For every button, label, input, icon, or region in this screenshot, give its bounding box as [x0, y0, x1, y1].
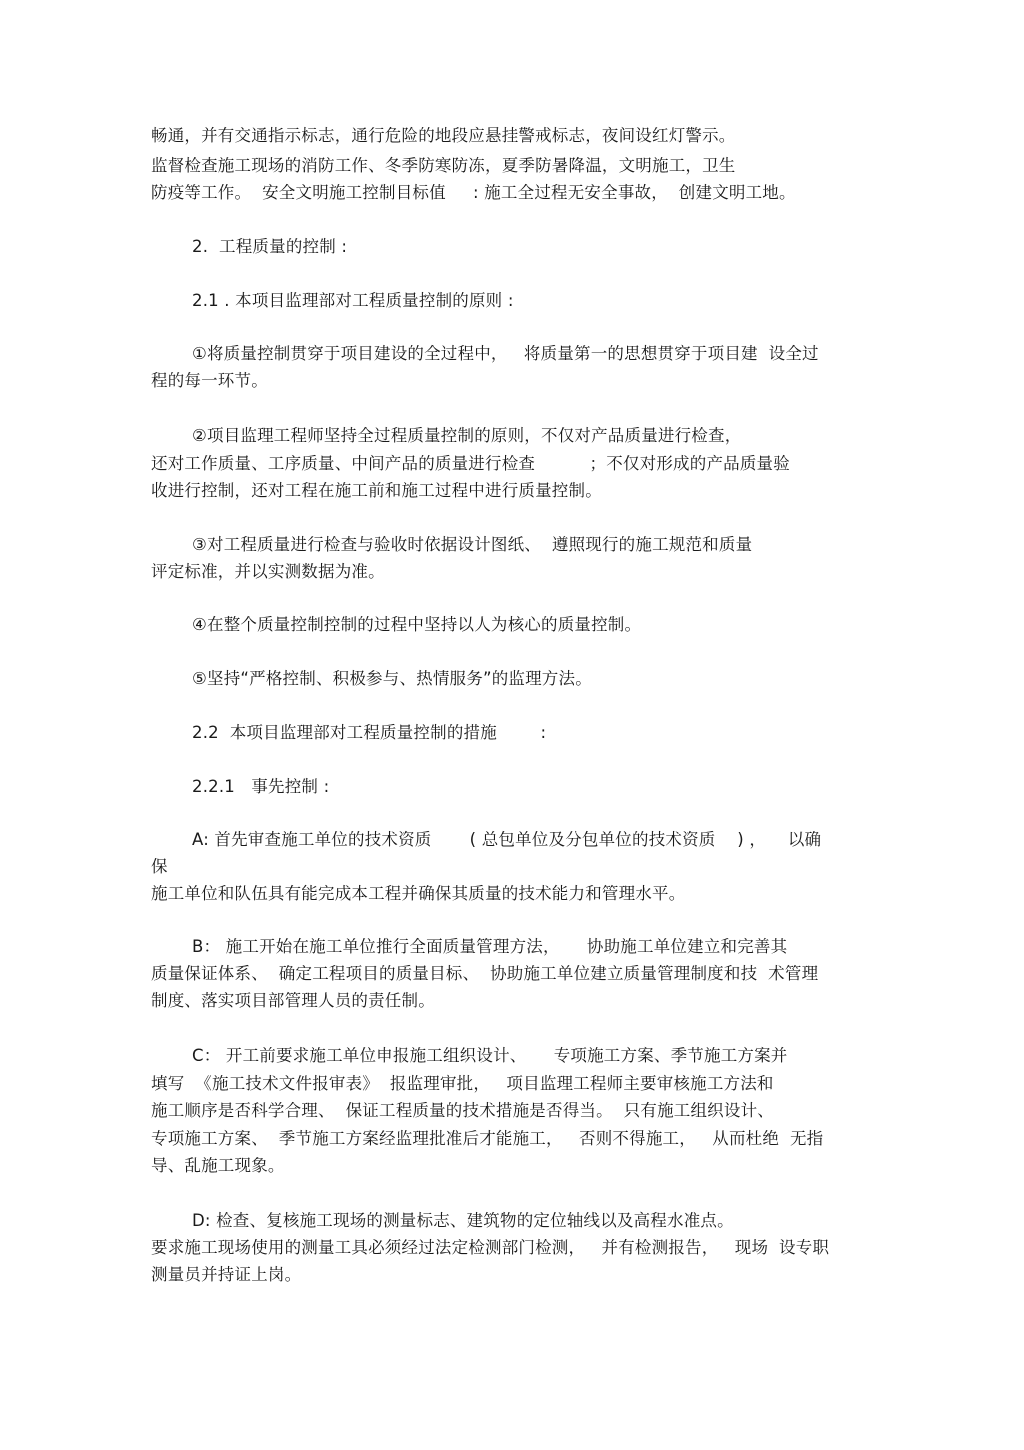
text-line: 程的每一环节。	[151, 371, 268, 390]
text-line: 质量保证体系、 确定工程项目的质量目标、 协助施工单位建立质量管理制度和技 术管理	[151, 964, 819, 983]
text-line: A: 首先审查施工单位的技术资质 ( 总包单位及分包单位的技术资质 ) ， 以确	[192, 830, 822, 849]
text-line: ④在整个质量控制控制的过程中坚持以人为核心的质量控制。	[192, 615, 642, 634]
text-line: 要求施工现场使用的测量工具必须经过法定检测部门检测， 并有检测报告， 现场 设专职	[151, 1238, 830, 1257]
text-line: 施工单位和队伍具有能完成本工程并确保其质量的技术能力和管理水平。	[151, 884, 686, 903]
subsection-heading: 2.1 . 本项目监理部对工程质量控制的原则 :	[192, 291, 514, 310]
text-line: ②项目监理工程师坚持全过程质量控制的原则，不仅对产品质量进行检查，	[192, 426, 742, 445]
text-line: 制度、落实项目部管理人员的责任制。	[151, 991, 435, 1010]
text-line: 专项施工方案、 季节施工方案经监理批准后才能施工， 否则不得施工， 从而杜绝 无指	[151, 1129, 824, 1148]
text-line: 防疫等工作。 安全文明施工控制目标值 : 施工全过程无安全事故， 创建文明工地。	[151, 183, 796, 202]
text-line: D: 检查、复核施工现场的测量标志、建筑物的定位轴线以及高程水准点。	[192, 1211, 734, 1230]
text-line: 收进行控制，还对工程在施工前和施工过程中进行质量控制。	[151, 481, 602, 500]
section-heading: 2. 工程质量的控制 :	[192, 237, 348, 256]
text-line: 评定标准，并以实测数据为准。	[151, 562, 385, 581]
text-line: 导、乱施工现象。	[151, 1156, 285, 1175]
text-line: 施工顺序是否科学合理、 保证工程质量的技术措施是否得当。 只有施工组织设计、	[151, 1101, 774, 1120]
subsection-heading: 2.2 本项目监理部对工程质量控制的措施 :	[192, 723, 547, 742]
text-line: B： 施工开始在施工单位推行全面质量管理方法， 协助施工单位建立和完善其	[192, 937, 788, 956]
text-line: ③对工程质量进行检查与验收时依据设计图纸、 遵照现行的施工规范和质量	[192, 535, 753, 554]
text-line: 还对工作质量、工序质量、中间产品的质量进行检查 ；不仅对形成的产品质量验	[151, 454, 790, 473]
text-line: 监督检查施工现场的消防工作、冬季防寒防冻，夏季防暑降温，文明施工，卫生	[151, 156, 736, 175]
subsection-heading: 2.2.1 事先控制 :	[192, 777, 330, 796]
text-line: 保	[151, 857, 168, 876]
text-line: C： 开工前要求施工单位申报施工组织设计、 专项施工方案、季节施工方案并	[192, 1046, 788, 1065]
text-line: ⑤坚持“严格控制、积极参与、热情服务”的监理方法。	[192, 669, 592, 688]
text-line: ①将质量控制贯穿于项目建设的全过程中， 将质量第一的思想贯穿于项目建 设全过	[192, 344, 819, 363]
text-line: 畅通，并有交通指示标志，通行危险的地段应悬挂警戒标志，夜间设红灯警示。	[151, 126, 736, 145]
text-line: 填写 《施工技术文件报审表》 报监理审批， 项目监理工程师主要审核施工方法和	[151, 1074, 774, 1093]
text-line: 测量员并持证上岗。	[151, 1265, 302, 1284]
